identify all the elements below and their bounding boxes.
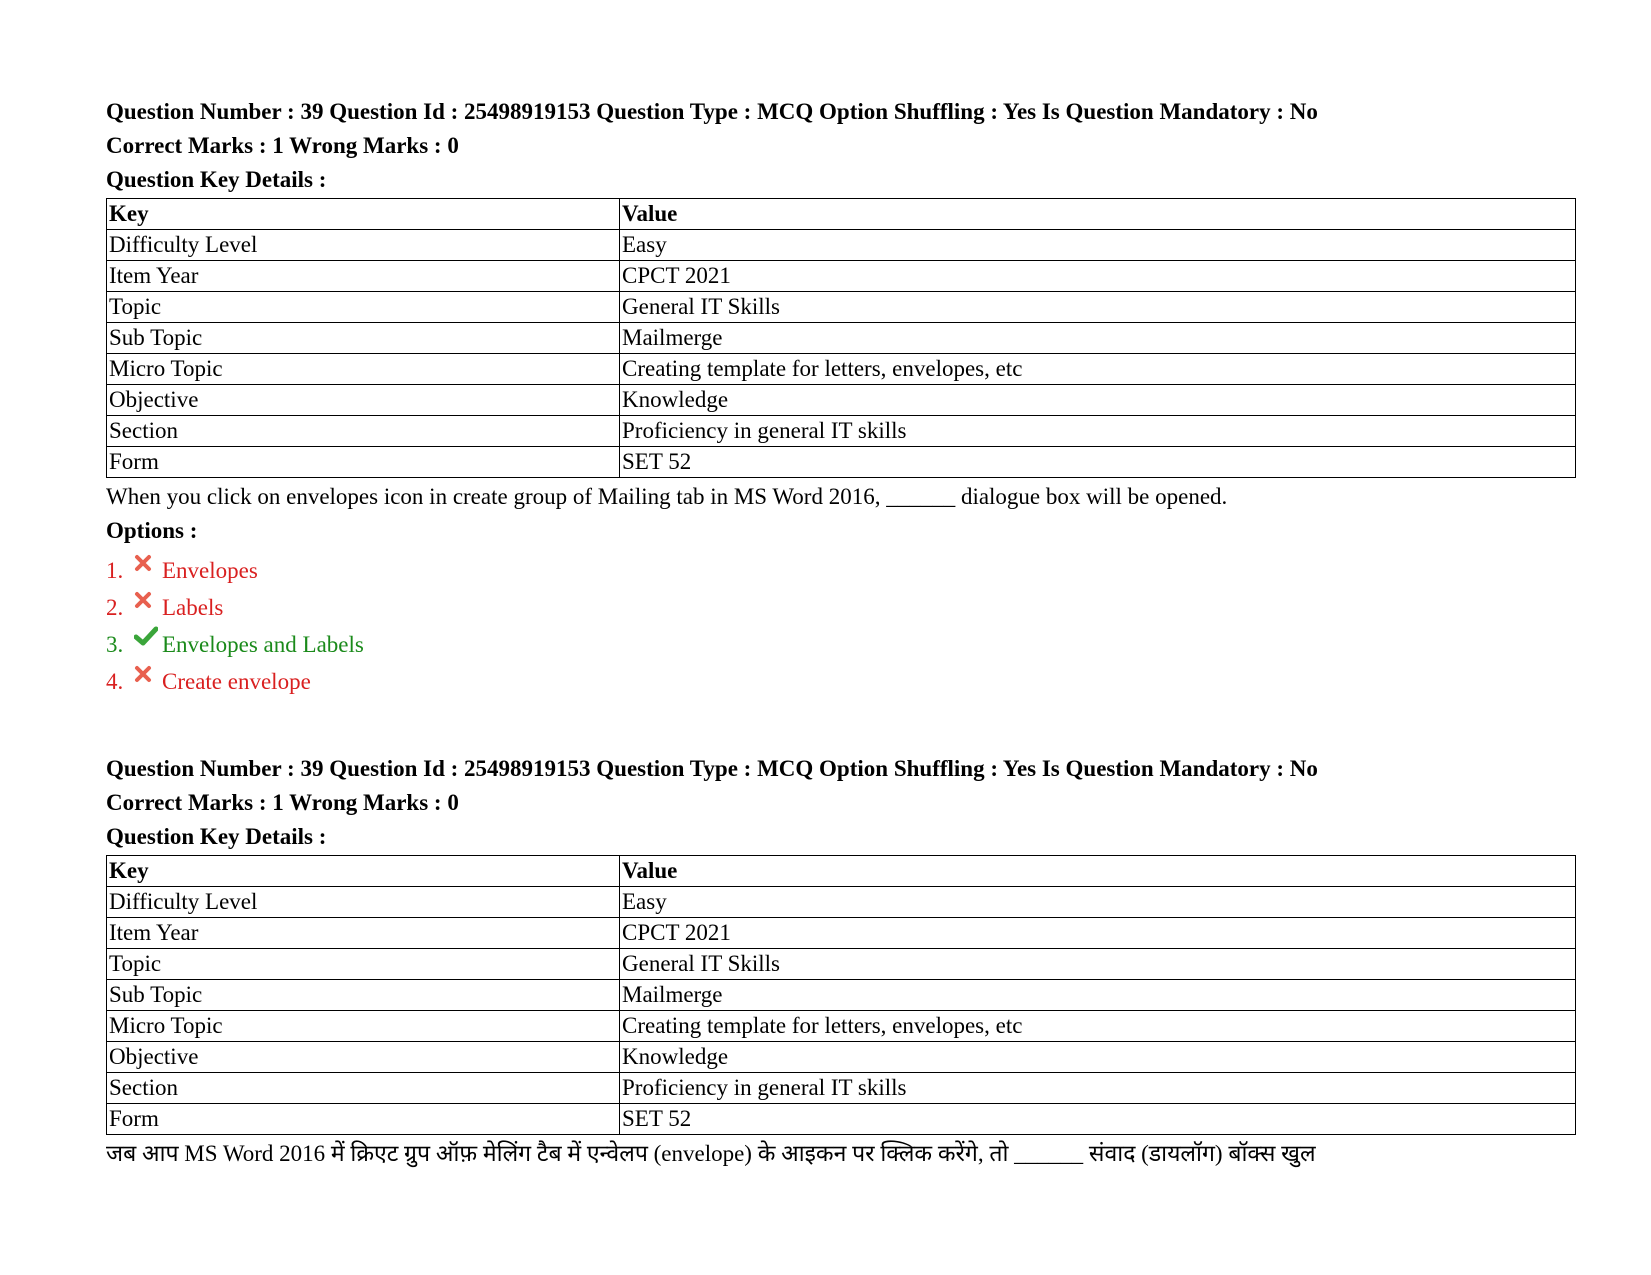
- row-key: Section: [107, 416, 620, 447]
- header-key: Key: [107, 856, 620, 887]
- table-row: [107, 1104, 1576, 1135]
- marks-line: Correct Marks : 1 Wrong Marks : 0: [106, 133, 459, 158]
- row-value: CPCT 2021: [620, 261, 1576, 292]
- table-row: [107, 292, 1576, 323]
- question-text: When you click on envelopes icon in create group of Mailing tab in MS Word 2016, ______ dialogue box will be opened.: [106, 484, 1228, 509]
- row-key: Objective: [107, 1042, 620, 1073]
- key-details-table: [106, 198, 1576, 478]
- check-icon: [134, 620, 162, 657]
- row-key: Form: [107, 1104, 620, 1135]
- table-row: [107, 918, 1576, 949]
- option-number: 1.: [106, 558, 124, 583]
- key-details-table: [106, 855, 1576, 1135]
- row-key: Micro Topic: [107, 1011, 620, 1042]
- key-details-title: Question Key Details :: [106, 167, 327, 192]
- question-header: Question Number : 39 Question Id : 25498919153 Question Type : MCQ Option Shuffling : Yes Is Question Mandatory : No: [106, 99, 1318, 124]
- option-3: [106, 626, 1576, 663]
- options-title: Options :: [106, 518, 198, 543]
- row-key: Sub Topic: [107, 323, 620, 354]
- question-text-hindi: जब आप MS Word 2016 में क्रिएट ग्रुप ऑफ़ मेलिंग टैब में एन्वेलप (envelope) के आइकन पर क्लिक करेंगे, तो ______ संवाद (डायलॉग) बॉक्स खुल: [106, 1141, 1316, 1166]
- row-key: Item Year: [107, 261, 620, 292]
- table-row: [107, 980, 1576, 1011]
- key-details-title: Question Key Details :: [106, 824, 327, 849]
- row-value: Proficiency in general IT skills: [620, 416, 1576, 447]
- table-row: [107, 323, 1576, 354]
- row-value: General IT Skills: [620, 949, 1576, 980]
- row-value: Knowledge: [620, 385, 1576, 416]
- option-text: Envelopes: [162, 558, 258, 583]
- row-key: Objective: [107, 385, 620, 416]
- option-1: [106, 552, 1576, 589]
- row-value: SET 52: [620, 447, 1576, 478]
- row-value: SET 52: [620, 1104, 1576, 1135]
- marks-line: Correct Marks : 1 Wrong Marks : 0: [106, 790, 459, 815]
- option-number: 3.: [106, 632, 124, 657]
- option-number: 2.: [106, 595, 124, 620]
- table-row: [107, 887, 1576, 918]
- option-text: Create envelope: [162, 669, 311, 694]
- question-block-2: [106, 752, 1576, 1173]
- table-row: [107, 1073, 1576, 1104]
- row-value: CPCT 2021: [620, 918, 1576, 949]
- row-value: Mailmerge: [620, 980, 1576, 1011]
- header-key: Key: [107, 199, 620, 230]
- document-page: [106, 95, 1576, 1225]
- table-header-row: [107, 856, 1576, 887]
- table-row: [107, 416, 1576, 447]
- row-value: Mailmerge: [620, 323, 1576, 354]
- cross-icon: [134, 583, 162, 620]
- table-row: [107, 261, 1576, 292]
- row-key: Topic: [107, 292, 620, 323]
- table-row: [107, 447, 1576, 478]
- option-text: Labels: [162, 595, 224, 620]
- question-header: Question Number : 39 Question Id : 25498919153 Question Type : MCQ Option Shuffling : Yes Is Question Mandatory : No: [106, 756, 1318, 781]
- table-row: [107, 354, 1576, 385]
- row-value: Knowledge: [620, 1042, 1576, 1073]
- cross-icon: [134, 546, 162, 583]
- row-value: Easy: [620, 230, 1576, 261]
- row-key: Section: [107, 1073, 620, 1104]
- row-value: Creating template for letters, envelopes, etc: [620, 1011, 1576, 1042]
- option-4: [106, 663, 1576, 700]
- table-row: [107, 1011, 1576, 1042]
- row-value: Proficiency in general IT skills: [620, 1073, 1576, 1104]
- row-key: Item Year: [107, 918, 620, 949]
- row-value: General IT Skills: [620, 292, 1576, 323]
- table-row: [107, 385, 1576, 416]
- table-header-row: [107, 199, 1576, 230]
- header-value: Value: [620, 199, 1576, 230]
- question-block-1: [106, 95, 1576, 700]
- row-value: Creating template for letters, envelopes, etc: [620, 354, 1576, 385]
- header-value: Value: [620, 856, 1576, 887]
- row-key: Form: [107, 447, 620, 478]
- row-key: Micro Topic: [107, 354, 620, 385]
- table-row: [107, 230, 1576, 261]
- row-key: Difficulty Level: [107, 887, 620, 918]
- option-text: Envelopes and Labels: [162, 632, 364, 657]
- cross-icon: [134, 657, 162, 694]
- row-value: Easy: [620, 887, 1576, 918]
- option-2: [106, 589, 1576, 626]
- row-key: Difficulty Level: [107, 230, 620, 261]
- row-key: Topic: [107, 949, 620, 980]
- table-row: [107, 949, 1576, 980]
- option-number: 4.: [106, 669, 124, 694]
- table-row: [107, 1042, 1576, 1073]
- row-key: Sub Topic: [107, 980, 620, 1011]
